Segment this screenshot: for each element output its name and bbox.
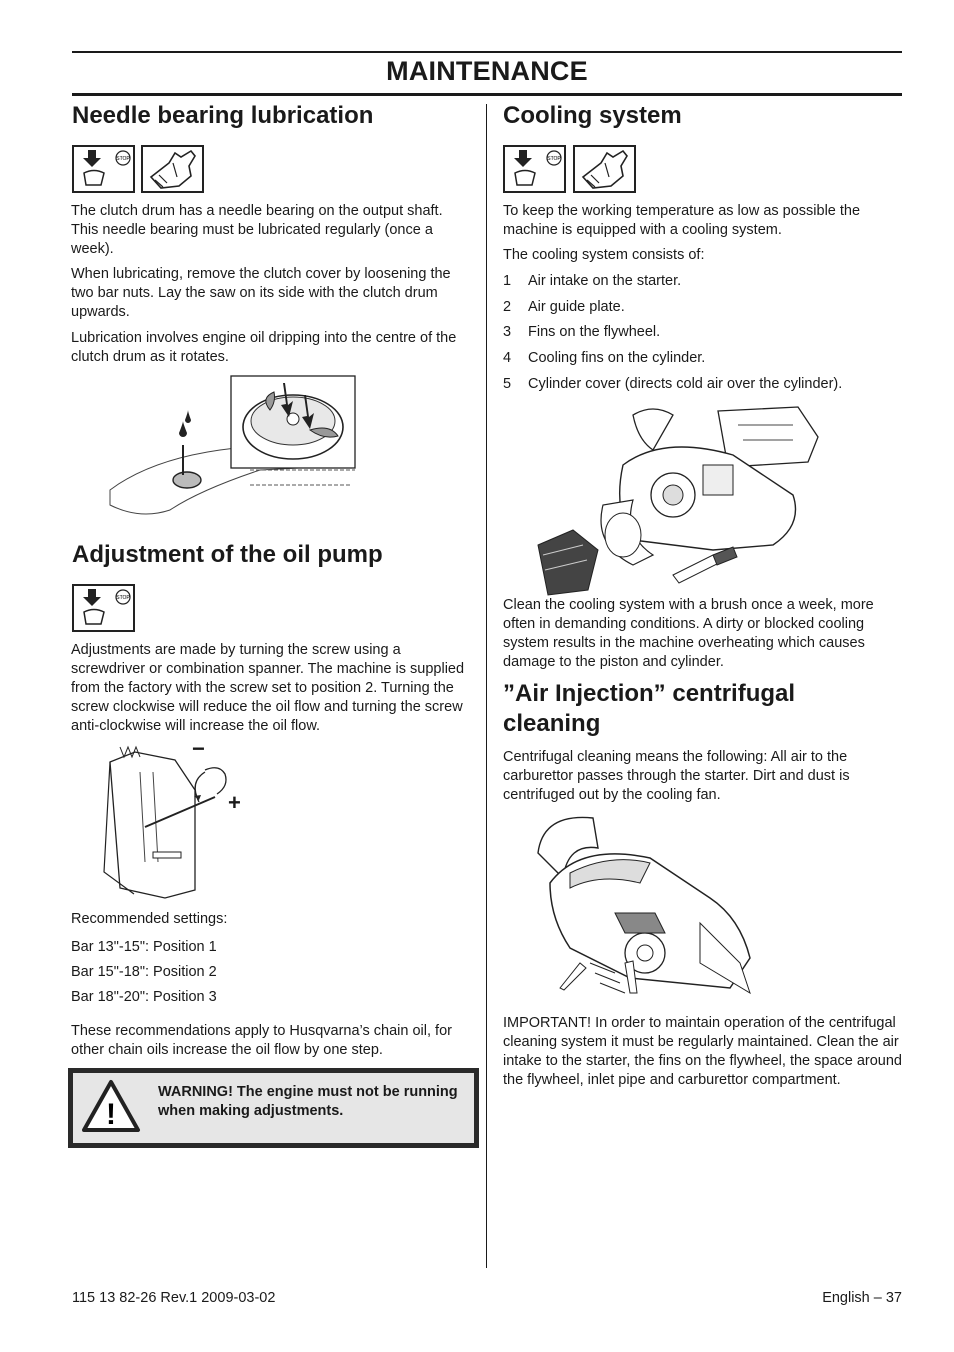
plus-sign: +	[228, 790, 241, 815]
oil-pump-paragraph: Adjustments are made by turning the screw using a screwdriver or combination spanner. The machine is supplied from the factory with the screw set to position 2. Turning the screw clockwise will reduce the oil flow and turning the screw anti-clockwise will increase the oil flow.	[71, 642, 465, 734]
cooling-clean-paragraph: Clean the cooling system with a brush once a week, more often in demanding conditions. A dirty or blocked cooling system results in the machine overheating which causes damage to the piston and cylinder.	[503, 597, 874, 670]
cooling-item-2: 2 Air guide plate.	[503, 299, 625, 315]
cooling-item-1: 1 Air intake on the starter.	[503, 273, 682, 289]
cooling-title: Cooling system	[503, 102, 682, 129]
stop-engine-icon-2	[72, 584, 135, 632]
cooling-consists: The cooling system consists of:	[503, 247, 705, 263]
cooling-system-illustration	[533, 405, 823, 597]
setting-1: Bar 13"-15": Position 1	[71, 939, 217, 955]
oil-pump-illustration	[95, 742, 255, 902]
page-number: English – 37	[822, 1290, 902, 1306]
cooling-intro: To keep the working temperature as low as possible the machine is equipped with a cooling system.	[503, 203, 861, 238]
warning-triangle-icon	[81, 1079, 141, 1133]
setting-2: Bar 15"-18": Position 2	[71, 964, 217, 980]
title-underline	[72, 93, 902, 96]
page-title: MAINTENANCE	[386, 56, 588, 86]
gloves-icon-2	[573, 145, 636, 193]
needle-paragraph-1: The clutch drum has a needle bearing on the output shaft. This needle bearing must be lubricated regularly (once a week).	[71, 203, 443, 257]
needle-title: Needle bearing lubrication	[72, 102, 374, 129]
top-rule	[72, 51, 902, 53]
cooling-item-5: 5 Cylinder cover (directs cold air over the cylinder).	[503, 376, 843, 392]
centrifugal-cleaning-illustration	[530, 813, 762, 1005]
stop-label-3: STOP	[547, 156, 561, 162]
needle-paragraph-3: Lubrication involves engine oil dripping into the centre of the clutch drum as it rotates.	[71, 330, 457, 365]
stop-label: STOP	[116, 156, 130, 162]
doc-number: 115 13 82-26 Rev.1 2009-03-02	[72, 1290, 276, 1306]
minus-sign: −	[192, 736, 205, 761]
cooling-item-4: 4 Cooling fins on the cylinder.	[503, 350, 706, 366]
warning-text: WARNING! The engine must not be running when making adjustments.	[158, 1084, 458, 1119]
setting-3: Bar 18"-20": Position 3	[71, 989, 217, 1005]
chain-oil-note: These recommendations apply to Husqvarna’s chain oil, for other chain oils increase the oil flow by one step.	[71, 1023, 452, 1058]
needle-paragraph-2: When lubricating, remove the clutch cover by loosening the two bar nuts. Lay the saw on its side with the clutch drum upwards.	[71, 266, 451, 320]
warning-box	[68, 1068, 479, 1148]
warning-symbol: !	[106, 1098, 116, 1131]
stop-engine-icon-3	[503, 145, 566, 193]
stop-label-2: STOP	[116, 595, 130, 601]
cooling-item-3: 3 Fins on the flywheel.	[503, 324, 661, 340]
air-injection-title	[503, 679, 795, 739]
gloves-icon	[141, 145, 204, 193]
air-injection-title-line1: ”Air Injection” centrifugal	[503, 680, 796, 707]
column-divider	[486, 104, 487, 1268]
stop-engine-icon	[72, 145, 135, 193]
air-injection-paragraph: Centrifugal cleaning means the following: All air to the carburettor passes through the starter. Dirt and dust is centrifuged out by the cooling fan.	[503, 749, 850, 803]
oil-pump-title: Adjustment of the oil pump	[72, 541, 383, 568]
air-injection-title-line2: cleaning	[503, 710, 601, 737]
recommended-label: Recommended settings:	[71, 911, 228, 927]
important-paragraph: IMPORTANT! In order to maintain operation of the centrifugal cleaning system it must be regularly maintained. Clean the air intake to the starter, the fins on the flywheel, the space around the flywheel, inlet pipe and carburettor compartment.	[503, 1015, 902, 1088]
clutch-drum-illustration	[105, 375, 360, 530]
